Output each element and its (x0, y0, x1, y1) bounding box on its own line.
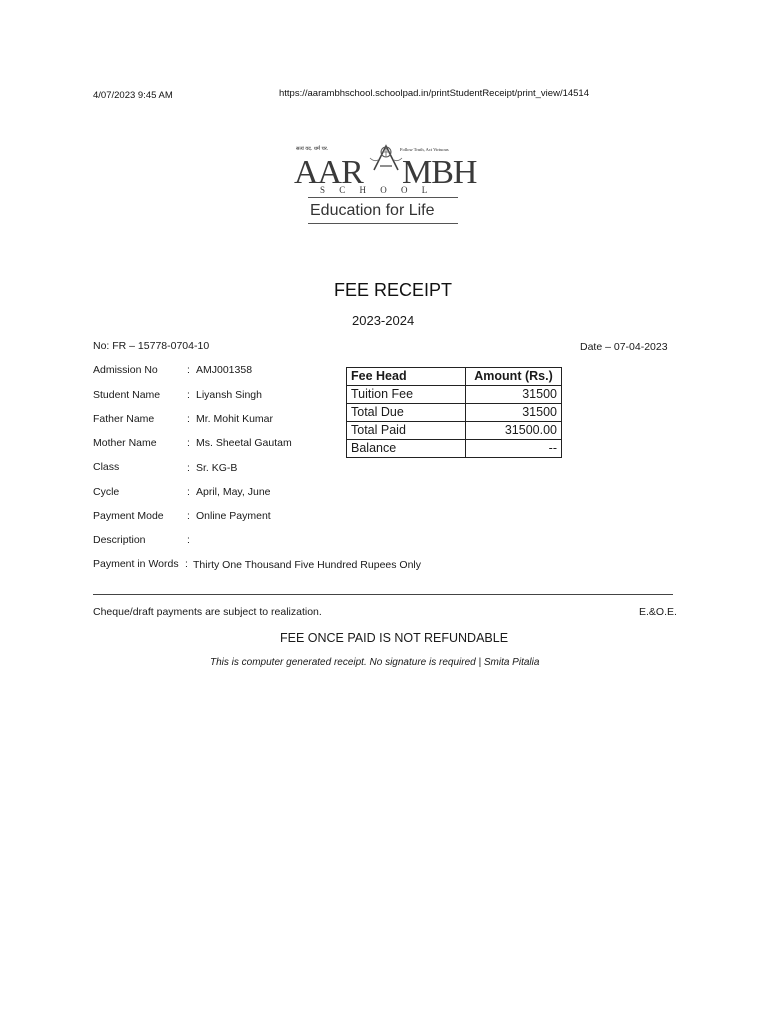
label-admission-no: Admission No (93, 364, 158, 376)
label-class: Class (93, 461, 120, 473)
logo-school-word: S C H O O L (320, 185, 434, 195)
colon: : (187, 510, 190, 522)
value-admission-no: AMJ001358 (196, 364, 253, 376)
logo-english-motto: Follow Truth, Act Virtuous (400, 147, 449, 152)
table-row (347, 422, 562, 440)
column-header-fee-head: Fee Head (347, 368, 466, 386)
colon: : (187, 437, 190, 449)
colon: : (187, 413, 190, 425)
receipt-date: Date – 07-04-2023 (580, 341, 668, 353)
table-row (347, 386, 562, 404)
fee-table-header (347, 368, 562, 386)
logo-divider (308, 197, 458, 198)
amount-cell: 31500 (466, 404, 562, 422)
receipt-session: 2023-2024 (352, 313, 415, 328)
logo-divider-bottom (308, 223, 458, 224)
value-student-name: Liyansh Singh (196, 389, 262, 401)
label-student-name: Student Name (93, 389, 161, 401)
colon: : (185, 558, 188, 570)
eoe-note: E.&O.E. (639, 606, 677, 618)
label-payment-mode: Payment Mode (93, 510, 164, 522)
label-father-name: Father Name (93, 413, 155, 425)
amount-cell: 31500 (466, 386, 562, 404)
colon: : (187, 486, 190, 498)
logo-name-left: AAR (294, 154, 363, 191)
table-row (347, 404, 562, 422)
logo-emblem-icon (368, 140, 404, 172)
column-header-amount: Amount (Rs.) (466, 368, 562, 386)
colon: : (187, 534, 190, 546)
school-logo (290, 140, 480, 230)
print-timestamp: 4/07/2023 9:45 AM (93, 90, 173, 101)
page-url: https://aarambhschool.schoolpad.in/printStudentReceipt/print_view/14514 (279, 88, 589, 99)
receipt-title: FEE RECEIPT (334, 280, 453, 300)
colon: : (187, 462, 190, 474)
value-father-name: Mr. Mohit Kumar (196, 413, 274, 425)
value-mother-name: Ms. Sheetal Gautam (196, 437, 292, 449)
logo-motto: Education for Life (310, 202, 435, 219)
label-payment-in-words: Payment in Words (93, 558, 179, 570)
cheque-note: Cheque/draft payments are subject to realization. (93, 606, 322, 618)
fee-head-cell: Total Paid (347, 422, 466, 440)
value-payment-in-words: Thirty One Thousand Five Hundred Rupees Only (193, 559, 422, 571)
label-cycle: Cycle (93, 486, 120, 498)
label-description: Description (93, 534, 146, 546)
fee-head-cell: Tuition Fee (347, 386, 466, 404)
label-mother-name: Mother Name (93, 437, 157, 449)
value-payment-mode: Online Payment (196, 510, 271, 522)
fee-table (346, 367, 562, 458)
amount-cell: 31500.00 (466, 422, 562, 440)
table-row (347, 440, 562, 458)
signature-note: This is computer generated receipt. No signature is required | Smita Pitalia (210, 657, 540, 668)
value-cycle: April, May, June (196, 486, 271, 498)
amount-cell: -- (466, 440, 562, 458)
fee-head-cell: Balance (347, 440, 466, 458)
fee-head-cell: Total Due (347, 404, 466, 422)
colon: : (187, 364, 190, 376)
colon: : (187, 389, 190, 401)
receipt-number: No: FR – 15778-0704-10 (93, 340, 210, 352)
value-class: Sr. KG-B (196, 462, 238, 474)
section-divider (93, 594, 673, 595)
refund-note: FEE ONCE PAID IS NOT REFUNDABLE (280, 631, 509, 645)
logo-name-right: MBH (402, 154, 477, 191)
logo-hindi-motto: सत्यं वद. धर्मं चर. (296, 146, 329, 152)
